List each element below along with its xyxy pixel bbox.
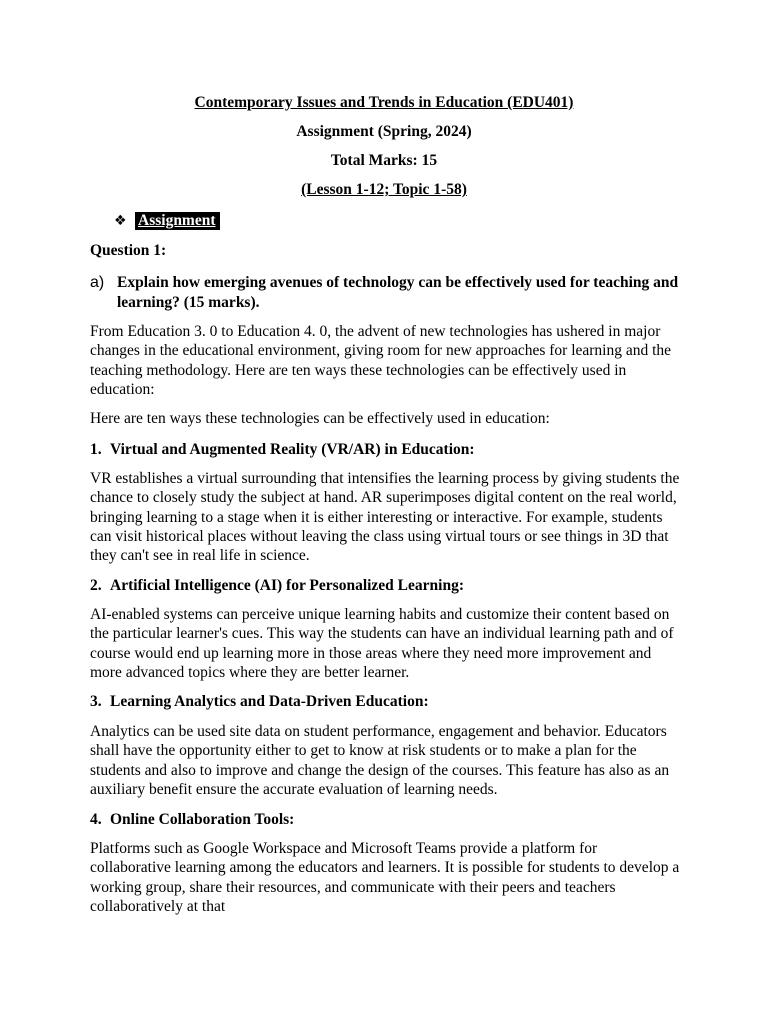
section-number: 2. <box>90 577 102 594</box>
assignment-label: Assignment <box>135 212 220 230</box>
intro-paragraph: From Education 3. 0 to Education 4. 0, the advent of new technologies has ushered in major changes in the educational environment, giving room for new approaches for learning and the teaching methodology. Here are ten ways these technologies can be effectively used in education: <box>90 323 672 398</box>
section-heading-text: Online Collaboration Tools: <box>110 811 295 828</box>
section-heading-text: Artificial Intelligence (AI) for Personalized Learning: <box>110 577 464 594</box>
section-text-4: Platforms such as Google Workspace and Microsoft Teams provide a platform for collaborative learning among the educators and learners. It is possible for students to develop a working group, share their resources, and communicate with their peers and teachers collaboratively at that <box>90 840 680 915</box>
section-heading-3 <box>90 692 680 711</box>
section-heading-2 <box>90 576 680 595</box>
assignment-heading <box>114 210 220 232</box>
lesson-range: (Lesson 1-12; Topic 1-58) <box>301 181 467 198</box>
section-heading-4 <box>90 810 680 829</box>
total-marks: Total Marks: 15 <box>330 152 438 169</box>
intro-paragraph-2: Here are ten ways these technologies can be effectively used in education: <box>90 410 550 427</box>
section-text-1: VR establishes a virtual surrounding that intensifies the learning process by giving students the chance to closely study the subject at hand. AR superimposes digital content on the real world, bringing learning to a stage when it is either interesting or interactive. For example, students can visit historical places without leaving the class using virtual tours or see things in 3D that they can't see in real life in science. <box>90 470 680 565</box>
part-text: Explain how emerging avenues of technology can be effectively used for teaching and learning? (15 marks). <box>117 274 679 311</box>
section-heading-1 <box>90 440 680 459</box>
section-text-2: AI-enabled systems can perceive unique learning habits and customize their content based on the particular learner's cues. This way the students can have an individual learning path and of course would end up learning more in those areas where they need more improvement and more advanced topics where they are better learner. <box>90 606 674 681</box>
section-heading-text: Learning Analytics and Data-Driven Education: <box>110 693 429 710</box>
section-heading-text: Virtual and Augmented Reality (VR/AR) in Education: <box>110 441 475 458</box>
question-label: Question 1: <box>90 242 167 259</box>
question-part-a <box>90 273 680 312</box>
diamond-bullet-icon: ❖ <box>114 213 127 229</box>
assignment-term: Assignment (Spring, 2024) <box>296 123 472 140</box>
part-letter: a) <box>90 274 105 291</box>
course-title: Contemporary Issues and Trends in Education (EDU401) <box>194 94 574 111</box>
section-text-3: Analytics can be used site data on student performance, engagement and behavior. Educators shall have the opportunity either to get to know at risk students or to make a plan for the students and also to improve and change the design of the courses. This feature has also as an auxiliary benefit ensure the accurate evaluation of learning needs. <box>90 723 670 798</box>
section-number: 4. <box>90 811 102 828</box>
section-number: 1. <box>90 441 102 458</box>
section-number: 3. <box>90 693 102 710</box>
